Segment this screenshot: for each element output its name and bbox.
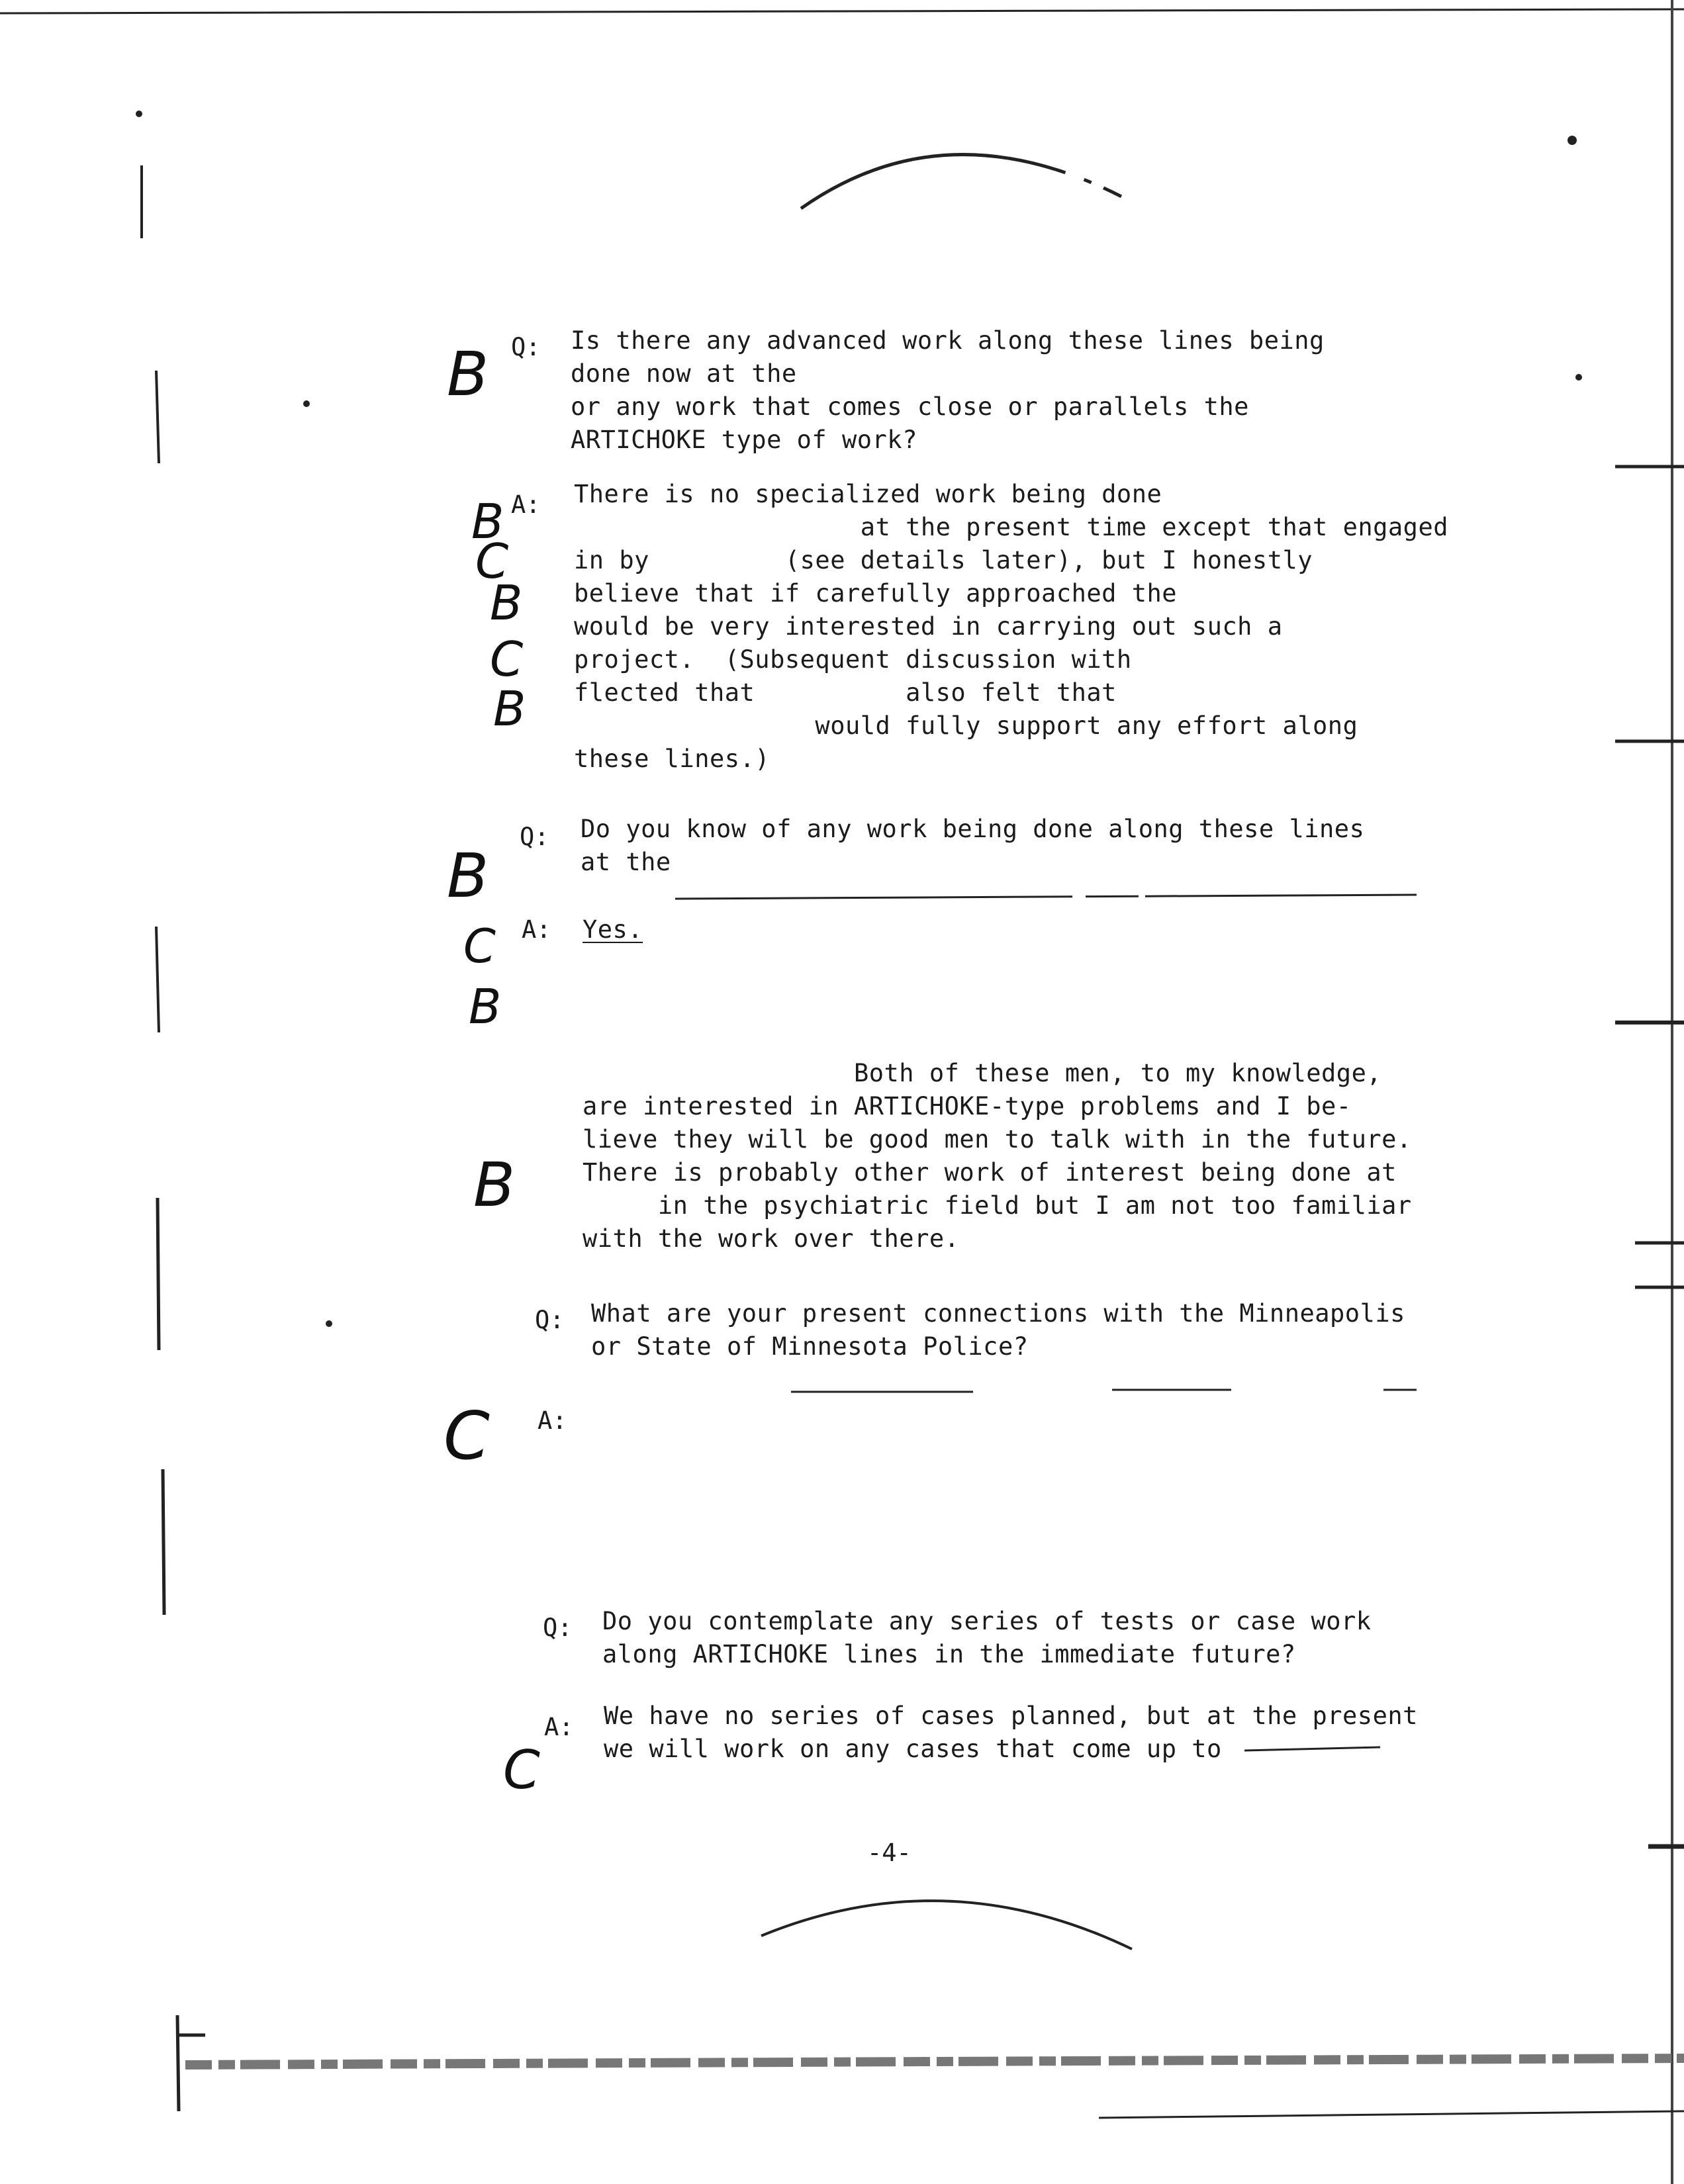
answer-text-1: There is no specialized work being done at the present time except that engaged in by (see details later), but I honestly believe that if carefully approached the would be very interested in carrying out such a project. (Subsequent discussion with flected that also felt that would fully support any effort along these lines.) xyxy=(574,480,1449,773)
question-text-1: Is there any advanced work along these lines being done now at the or any work that comes close or parallels the ARTICHOKE type of work? xyxy=(571,326,1325,454)
question-label-1: Q: xyxy=(511,333,541,361)
answer-label-2: A: xyxy=(522,915,551,944)
margin-mark: C xyxy=(490,631,524,687)
margin-mark: C xyxy=(444,1397,490,1475)
margin-mark: B xyxy=(447,339,489,410)
margin-mark: C xyxy=(503,1739,540,1801)
margin-mark: B xyxy=(469,979,502,1034)
question-label-4: Q: xyxy=(543,1614,573,1642)
question-label-3: Q: xyxy=(535,1306,565,1334)
question-text-4: Do you contemplate any series of tests or case work along ARTICHOKE lines in the immediate future? xyxy=(602,1607,1372,1668)
answer-label-3: A: xyxy=(538,1406,567,1435)
answer-text-2: Yes. xyxy=(583,915,643,944)
answer-label-4: A: xyxy=(544,1713,574,1741)
question-label-2: Q: xyxy=(520,823,549,851)
margin-mark: C xyxy=(475,533,509,589)
answer-continuation-2: Both of these men, to my knowledge, are interested in ARTICHOKE-type problems and I be- lieve they will be good men to talk with in the future. There is probably other work of interest being done at in the psychiatric field but I am not too familiar with the work over there. xyxy=(583,1059,1412,1253)
margin-mark: B xyxy=(447,841,489,911)
answer-label-1: A: xyxy=(511,490,541,519)
margin-mark: B xyxy=(490,575,523,631)
page-number: -4- xyxy=(867,1839,912,1867)
margin-mark: B xyxy=(471,494,504,549)
question-text-3: What are your present connections with the Minneapolis or State of Minnesota Police? xyxy=(591,1299,1405,1361)
answer-text-4: We have no series of cases planned, but at the present we will work on any cases that come up to xyxy=(604,1702,1418,1763)
margin-mark: B xyxy=(473,1150,516,1220)
margin-mark: C xyxy=(463,919,496,974)
question-text-2: Do you know of any work being done along these lines at the xyxy=(581,815,1365,876)
margin-mark: B xyxy=(493,681,526,737)
